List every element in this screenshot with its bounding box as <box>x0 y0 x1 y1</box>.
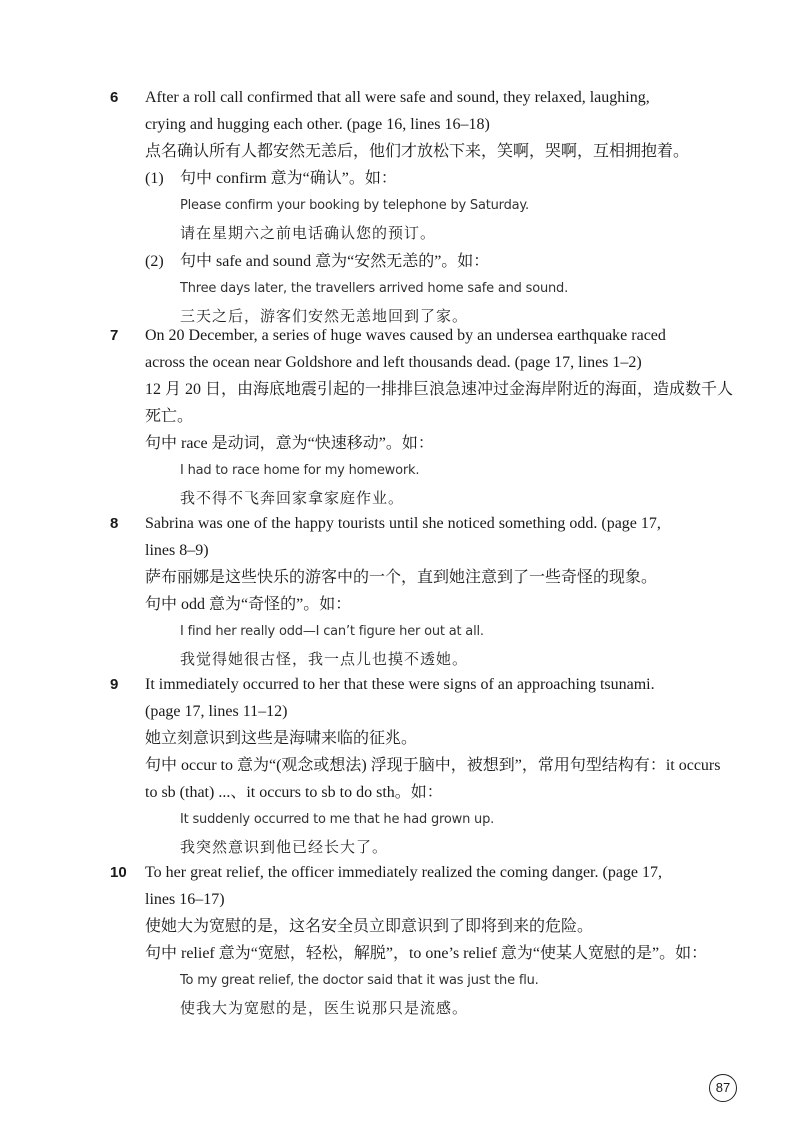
example-chinese: 请在星期六之前电话确认您的预订。 <box>180 224 437 242</box>
item-body <box>145 671 721 862</box>
example-chinese: 我觉得她很古怪，我一点儿也摸不透她。 <box>180 650 469 668</box>
item-number: 6 <box>110 89 119 106</box>
item-body <box>145 859 708 1023</box>
note-item-9 <box>110 671 721 862</box>
example-english: Three days later, the travellers arrived home safe and sound. <box>180 281 569 296</box>
item-body <box>145 84 690 331</box>
chinese-translation: 点名确认所有人都安然无恙后，他们才放松下来，笑啊，哭啊，互相拥抱着。 <box>145 143 690 160</box>
sub-note-label: (1) <box>145 170 164 187</box>
source-sentence-line: lines 16–17) <box>145 891 225 908</box>
source-sentence-line: After a roll call confirmed that all were safe and sound, they relaxed, laughing, <box>145 89 650 106</box>
source-sentence-line: crying and hugging each other. (page 16, lines 16–18) <box>145 116 490 133</box>
example-chinese: 我突然意识到他已经长大了。 <box>180 838 389 856</box>
source-sentence-line: Sabrina was one of the happy tourists until she noticed something odd. (page 17, <box>145 515 661 532</box>
chinese-translation: 她立刻意识到这些是海啸来临的征兆。 <box>145 730 418 747</box>
example-english: To my great relief, the doctor said that it was just the flu. <box>180 973 539 988</box>
item-number: 7 <box>110 327 119 344</box>
sub-note-label: (2) <box>145 253 164 270</box>
usage-note: to sb (that) ...、it occurs to sb to do sth。如： <box>145 784 443 801</box>
example-chinese: 我不得不飞奔回家拿家庭作业。 <box>180 489 405 507</box>
source-sentence-line: It immediately occurred to her that these were signs of an approaching tsunami. <box>145 676 655 693</box>
example-english: It suddenly occurred to me that he had grown up. <box>180 812 495 827</box>
note-item-7 <box>110 322 734 513</box>
chinese-translation: 萨布丽娜是这些快乐的游客中的一个，直到她注意到了一些奇怪的现象。 <box>145 569 658 586</box>
example-chinese: 三天之后，游客们安然无恙地回到了家。 <box>180 307 469 325</box>
chinese-translation: 死亡。 <box>145 408 194 425</box>
source-sentence-line: lines 8–9) <box>145 542 209 559</box>
example-chinese: 使我大为宽慰的是，医生说那只是流感。 <box>180 999 469 1017</box>
source-sentence-line: To her great relief, the officer immediately realized the coming danger. (page 17, <box>145 864 663 881</box>
source-sentence-line: On 20 December, a series of huge waves caused by an undersea earthquake raced <box>145 327 666 344</box>
usage-note: 句中 relief 意为“宽慰，轻松，解脱”，to one’s relief 意为“使某人宽慰的是”。如： <box>145 945 708 962</box>
example-english: I find her really odd—I can’t figure her out at all. <box>180 624 484 639</box>
source-sentence-line: (page 17, lines 11–12) <box>145 703 288 720</box>
note-item-8 <box>110 510 680 674</box>
item-number: 8 <box>110 515 119 532</box>
source-sentence-line: across the ocean near Goldshore and left thousands dead. (page 17, lines 1–2) <box>145 354 642 371</box>
sub-note-text: 句中 safe and sound 意为“安然无恙的”。如： <box>180 253 490 270</box>
usage-note: 句中 odd 意为“奇怪的”。如： <box>145 596 352 613</box>
example-english: Please confirm your booking by telephone by Saturday. <box>180 198 529 213</box>
page-number: 87 <box>709 1074 737 1102</box>
item-body <box>145 322 734 513</box>
usage-note: 句中 race 是动词，意为“快速移动”。如： <box>145 435 434 452</box>
chinese-translation: 使她大为宽慰的是，这名安全员立即意识到了即将到来的危险。 <box>145 918 594 935</box>
sub-note-1 <box>145 165 680 248</box>
note-item-6 <box>110 84 690 331</box>
item-number: 9 <box>110 676 119 693</box>
sub-note-2 <box>145 248 680 331</box>
example-english: I had to race home for my homework. <box>180 463 420 478</box>
usage-note: 句中 occur to 意为“(观念或想法) 浮现于脑中，被想到”，常用句型结构有：it occurs <box>145 757 721 774</box>
note-item-10 <box>110 859 708 1023</box>
item-number: 10 <box>110 864 127 881</box>
item-body <box>145 510 680 674</box>
sub-note-text: 句中 confirm 意为“确认”。如： <box>180 170 397 187</box>
chinese-translation: 12 月 20 日，由海底地震引起的一排排巨浪急速冲过金海岸附近的海面，造成数千人 <box>145 381 734 398</box>
